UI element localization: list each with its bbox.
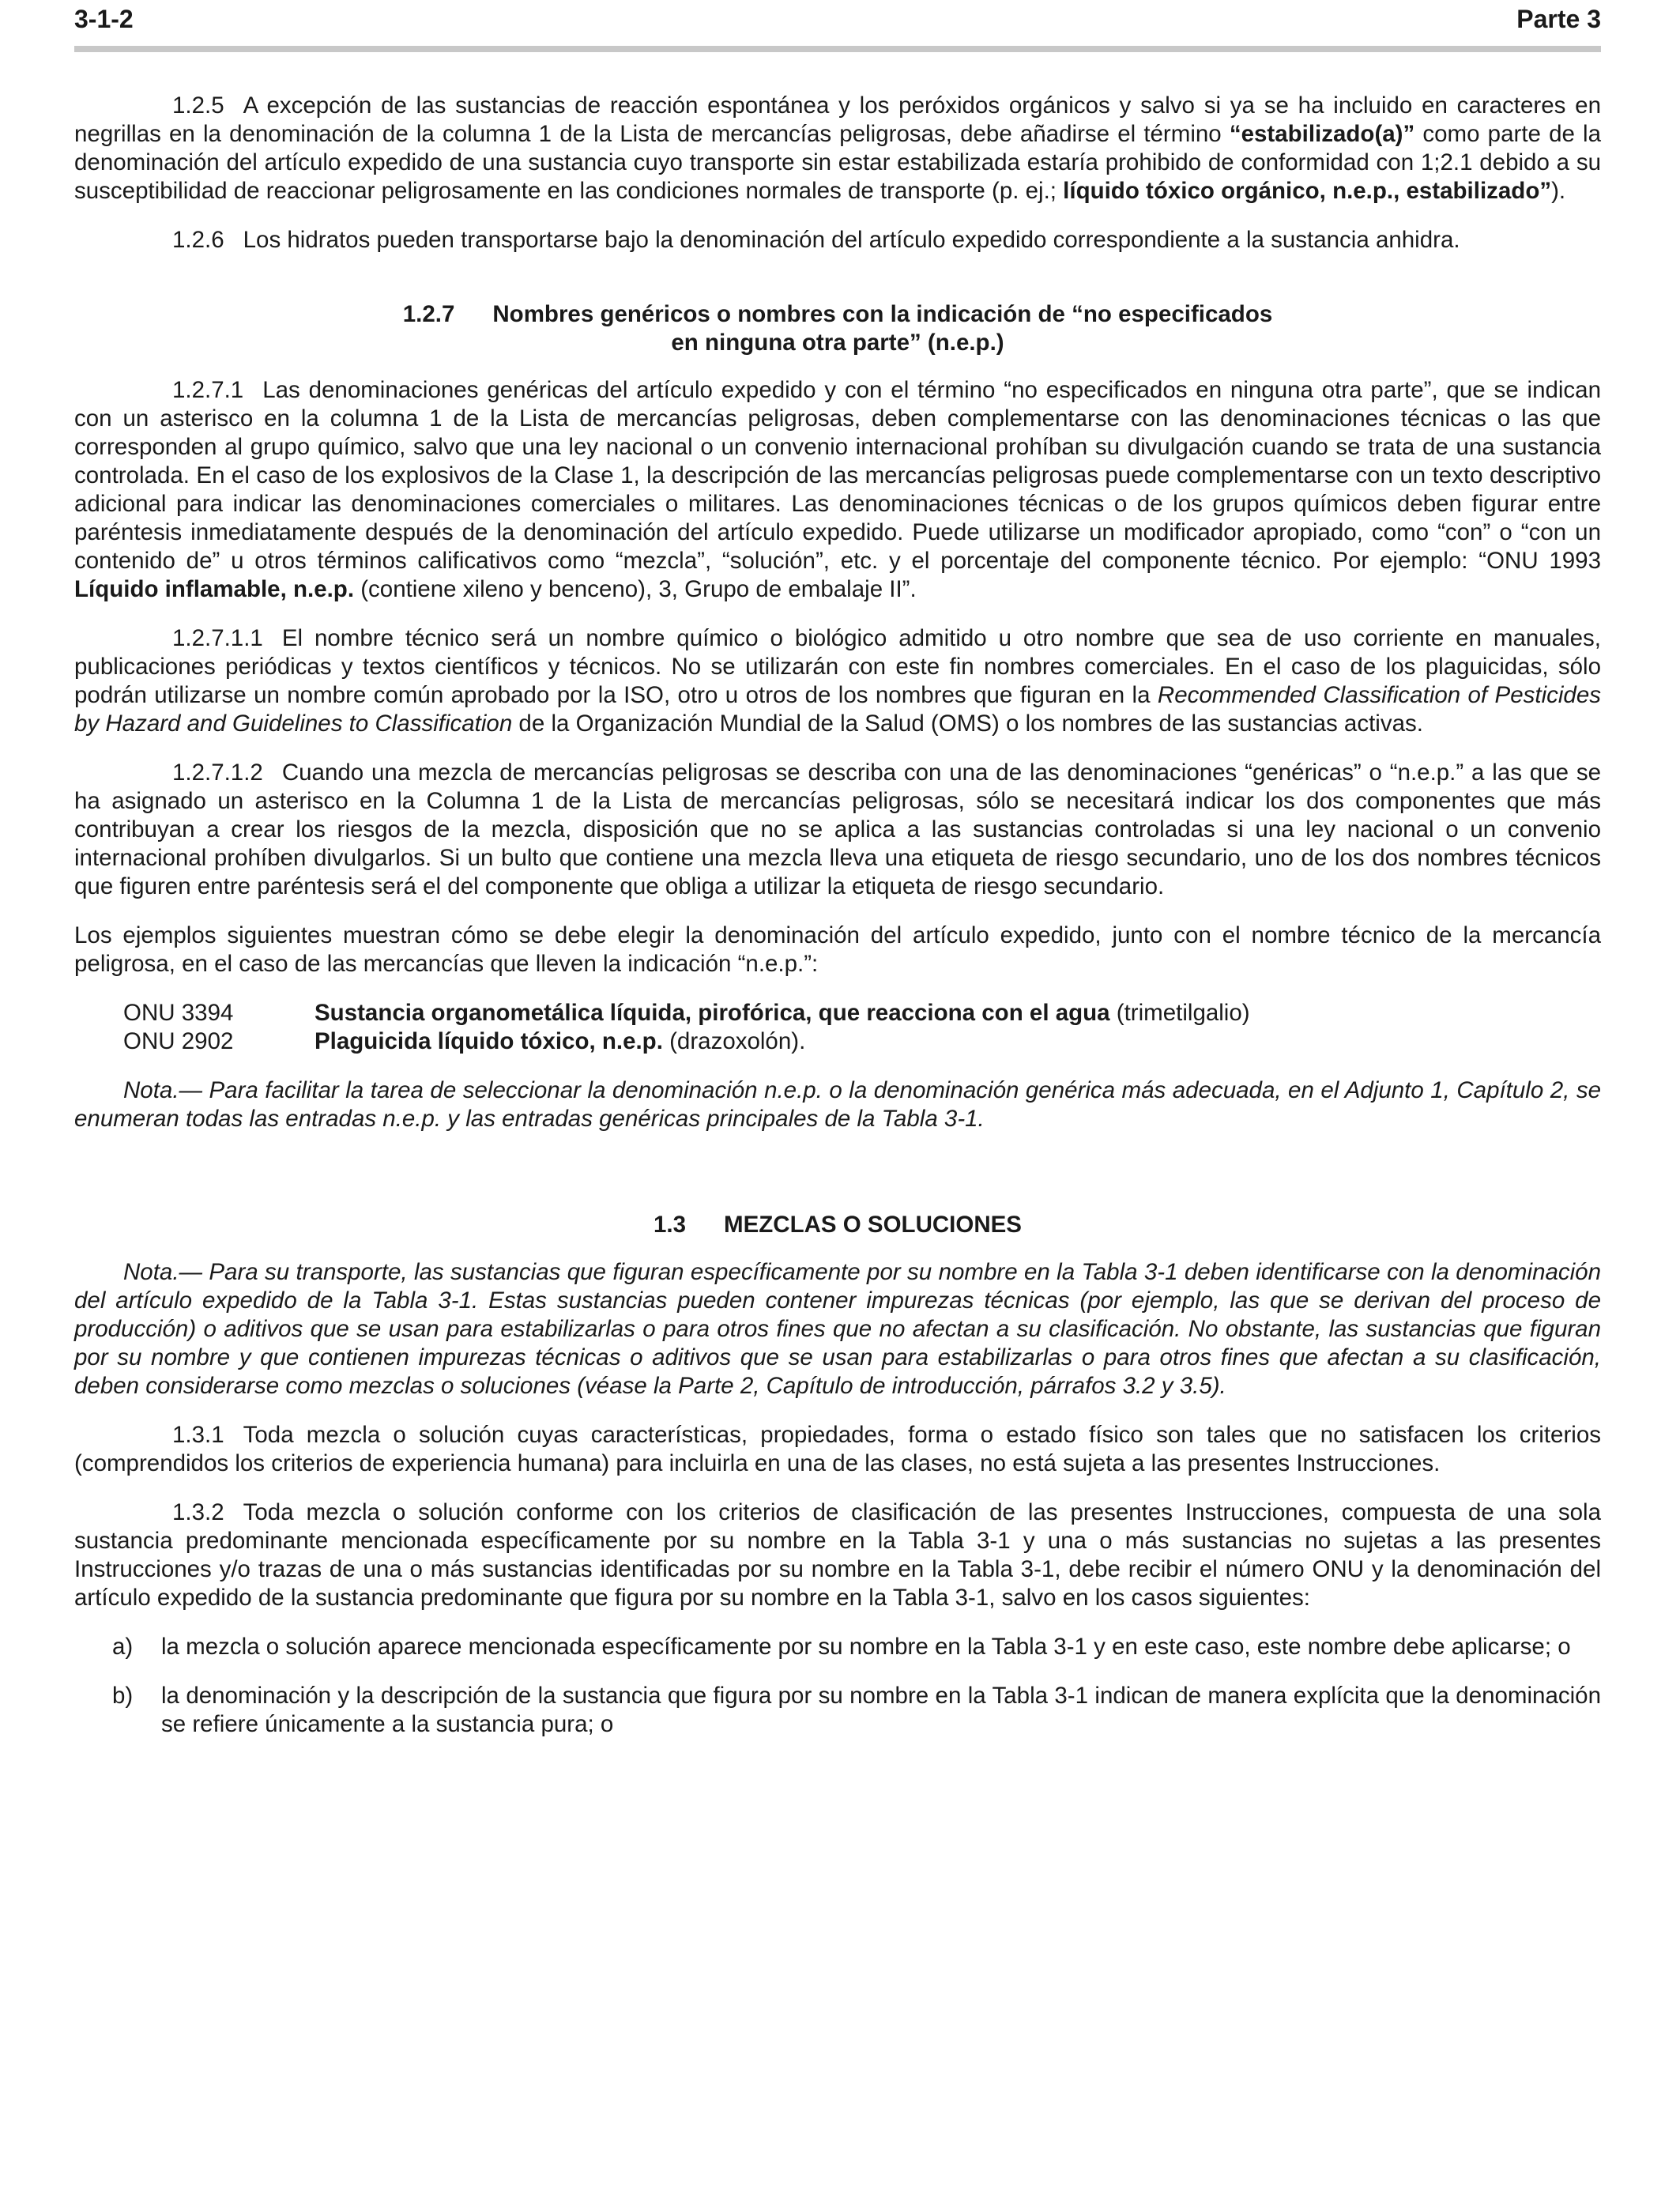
- heading-number: 1.3: [654, 1212, 687, 1238]
- shipping-name: Plaguicida líquido tóxico, n.e.p.: [315, 1028, 663, 1054]
- list-item: [74, 1633, 1601, 1661]
- technical-name: (drazoxolón).: [662, 1028, 806, 1054]
- bold-text: Líquido inflamable, n.e.p.: [74, 576, 355, 602]
- note-2: Nota.— Para su transporte, las sustancias que figuran específicamente por su nombre en la Tabla 3-1 deben identificarse con la denominación del artículo expedido de la Tabla 3-1. Estas sustancias pueden contener impurezas técnicas (por ejemplo, las que se derivan del proceso de producción) o aditivos que se usan para estabilizarlas o para otros fines que no afectan a su clasificación. No obstante, las sustancias que figuran por su nombre y que contienen impurezas técnicas o aditivos que se usan para estabilizarlas o para otros fines que afectan a su clasificación, deben considerarse como mezclas o soluciones (véase la Parte 2, Capítulo de introducción, párrafos 3.2 y 3.5).: [74, 1259, 1601, 1399]
- list-marker: b): [112, 1683, 134, 1709]
- paragraph-1-3-1: [74, 1421, 1601, 1478]
- paragraph-1-2-5: [74, 92, 1601, 205]
- text: como parte de la denominación del artículo expedido de una sustancia cuyo transporte sin estar estabilizada estaría prohibido de conformidad con 1;2.1 debido a su susceptibilidad de reaccionar peligrosamente en las condiciones normales de transporte (p. ej.;: [74, 121, 1601, 204]
- paragraph-1-2-7-1: [74, 376, 1601, 604]
- text: Toda mezcla o solución conforme con los criterios de clasificación de las presentes Instrucciones, compuesta de una sola sustancia predominante mencionada específicamente por su nombre en la Tabla 3-1 y una o más sustancias no sujetas a las presentes Instrucciones y/o trazas de una o más sustancias identificadas por su nombre en la Tabla 3-1, debe recibir el número ONU y la denominación del artículo expedido de la sustancia predominante que figura por su nombre en la Tabla 3-1, salvo en los casos siguientes:: [74, 1499, 1601, 1611]
- heading-line-2: en ninguna otra parte” (n.e.p.): [671, 330, 1004, 356]
- text: de la Organización Mundial de la Salud (OMS) o los nombres de las sustancias activas.: [512, 711, 1423, 737]
- italic-title: Recommended Classification of Pesticides by Hazard and Guidelines to Classification: [74, 682, 1601, 737]
- heading-title: MEZCLAS O SOLUCIONES: [724, 1212, 1022, 1238]
- paragraph-number: 1.3.2: [172, 1499, 224, 1525]
- page-number: 3-1-2: [74, 5, 134, 33]
- text: Toda mezcla o solución cuyas características, propiedades, forma o estado físico son tales que no satisfacen los criterios (comprendidos los criterios de experiencia humana) para incluirla en una de las clases, no está sujeta a las presentes Instrucciones.: [74, 1422, 1601, 1476]
- document-body: [74, 92, 1601, 1759]
- text: El nombre técnico será un nombre químico o biológico admitido u otro nombre que sea de uso corriente en manuales, publicaciones periódicas y textos científicos y técnicos. No se utilizarán con este fin nombres comerciales. En el caso de los plaguicidas, sólo podrán utilizarse un nombre común aprobado por la ISO, otro u otros de los nombres que figuran en la: [74, 625, 1601, 708]
- text: (contiene xileno y benceno), 3, Grupo de embalaje II”.: [354, 576, 917, 602]
- paragraph-1-2-7-1-2: [74, 759, 1601, 901]
- technical-name: (trimetilgalio): [1109, 1000, 1250, 1026]
- paragraph-1-2-6: [74, 226, 1601, 254]
- un-number: ONU 3394: [123, 1000, 234, 1026]
- paragraph-number: 1.3.1: [172, 1422, 224, 1448]
- paragraph-number: 1.2.7.1: [172, 377, 244, 403]
- list-item: [74, 1682, 1601, 1739]
- paragraph-1-3-2: [74, 1498, 1601, 1612]
- paragraph-number: 1.2.7.1.2: [172, 760, 263, 786]
- examples-list: [74, 999, 1601, 1056]
- example-row: [74, 1027, 1601, 1056]
- shipping-name: Sustancia organometálica líquida, pirofórica, que reacciona con el agua: [315, 1000, 1110, 1026]
- paragraph-number: 1.2.7.1.1: [172, 625, 263, 651]
- section-heading-1-3: [74, 1211, 1601, 1239]
- bold-text: líquido tóxico orgánico, n.e.p., estabilizado”: [1063, 178, 1552, 204]
- heading-line-1: Nombres genéricos o nombres con la indicación de “no especificados: [492, 301, 1273, 327]
- example-text: [315, 999, 1250, 1027]
- text: Los hidratos pueden transportarse bajo la denominación del artículo expedido correspondiente a la sustancia anhidra.: [243, 227, 1460, 253]
- paragraph-number: 1.2.6: [172, 227, 224, 253]
- list-marker: a): [112, 1634, 134, 1660]
- list-text: la denominación y la descripción de la sustancia que figura por su nombre en la Tabla 3-1 indican de manera explícita que la denominación se refiere únicamente a la sustancia pura; o: [161, 1683, 1601, 1737]
- paragraph-1-2-7-1-1: [74, 624, 1601, 738]
- list-text: la mezcla o solución aparece mencionada específicamente por su nombre en la Tabla 3-1 y en este caso, este nombre debe aplicarse; o: [161, 1634, 1571, 1660]
- example-row: [74, 999, 1601, 1027]
- part-label: Parte 3: [1516, 5, 1601, 33]
- paragraph-number: 1.2.5: [172, 92, 224, 119]
- section-heading-1-2-7: [74, 300, 1601, 357]
- un-number: ONU 2902: [123, 1028, 234, 1054]
- example-text: [315, 1027, 805, 1056]
- note-1: Nota.— Para facilitar la tarea de seleccionar la denominación n.e.p. o la denominación genérica más adecuada, en el Adjunto 1, Capítulo 2, se enumeran todas las entradas n.e.p. y las entradas genéricas principales de la Tabla 3-1.: [74, 1077, 1601, 1132]
- header-rule: [74, 46, 1601, 52]
- bold-text: “estabilizado(a)”: [1229, 121, 1415, 147]
- text: Cuando una mezcla de mercancías peligrosas se describa con una de las denominaciones “genéricas” o “n.e.p.” a las que se ha asignado un asterisco en la Columna 1 de la Lista de mercancías peligrosas, sólo se necesitará indicar los dos componentes que más contribuyan a crear los riesgos de la mezcla, disposición que no se aplica a las sustancias controladas si una ley nacional o un convenio internacional prohíben divulgarlos. Si un bulto que contiene una mezcla lleva una etiqueta de riesgo secundario, uno de los dos nombres técnicos que figuren entre paréntesis será el del componente que obliga a utilizar la etiqueta de riesgo secundario.: [74, 760, 1601, 899]
- heading-number: 1.2.7: [402, 301, 455, 327]
- page-header: [74, 5, 1601, 36]
- text: A excepción de las sustancias de reacción espontánea y los peróxidos orgánicos y salvo si ya se ha incluido en caracteres en negrillas en la denominación de la columna 1 de la Lista de mercancías peligrosas, debe añadirse el término: [74, 92, 1601, 147]
- examples-intro: Los ejemplos siguientes muestran cómo se debe elegir la denominación del artículo expedido, junto con el nombre técnico de la mercancía peligrosa, en el caso de las mercancías que lleven la indicación “n.e.p.”:: [74, 922, 1601, 977]
- text: ).: [1551, 178, 1566, 204]
- text: Las denominaciones genéricas del artículo expedido y con el término “no especificados en ninguna otra parte”, que se indican con un asterisco en la columna 1 de la Lista de mercancías peligrosas, deben complementarse con las denominaciones técnicas o las que corresponden al grupo químico, salvo que una ley nacional o un convenio internacional prohíban su divulgación cuando se trata de una sustancia controlada. En el caso de los explosivos de la Clase 1, la descripción de las mercancías peligrosas puede complementarse con un texto descriptivo adicional para indicar las denominaciones comerciales o militares. Las denominaciones técnicas o de los grupos químicos deben figurar entre paréntesis inmediatamente después de la denominación del artículo expedido. Puede utilizarse un modificador apropiado, como “con” o “con un contenido de” u otros términos calificativos como “mezcla”, “solución”, etc. y el porcentaje del componente técnico. Por ejemplo: “ONU 1993: [74, 377, 1601, 574]
